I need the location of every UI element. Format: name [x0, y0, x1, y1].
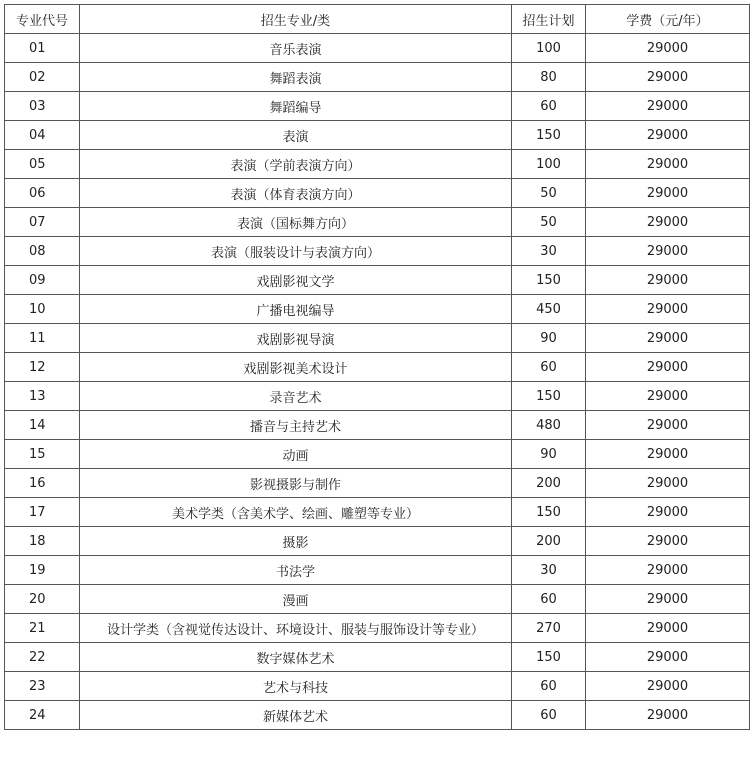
table-row — [5, 179, 750, 208]
enrollment-plan-cell: 150 — [512, 643, 586, 672]
major-code-cell: 01 — [5, 34, 80, 63]
major-code-cell: 16 — [5, 469, 80, 498]
table-row — [5, 324, 750, 353]
major-code-cell: 21 — [5, 614, 80, 643]
enrollment-plan-cell: 150 — [512, 382, 586, 411]
major-name-cell: 摄影 — [80, 527, 512, 556]
table-row — [5, 92, 750, 121]
enrollment-plan-cell: 50 — [512, 208, 586, 237]
tuition-cell: 29000 — [586, 382, 750, 411]
tuition-cell: 29000 — [586, 498, 750, 527]
tuition-cell: 29000 — [586, 469, 750, 498]
major-code-cell: 07 — [5, 208, 80, 237]
tuition-cell: 29000 — [586, 208, 750, 237]
header-tuition: 学费（元/年） — [586, 5, 750, 34]
enrollment-plan-cell: 270 — [512, 614, 586, 643]
major-name-cell: 表演 — [80, 121, 512, 150]
tuition-cell: 29000 — [586, 614, 750, 643]
major-code-cell: 02 — [5, 63, 80, 92]
tuition-cell: 29000 — [586, 179, 750, 208]
enrollment-table — [4, 4, 750, 730]
major-name-cell: 戏剧影视文学 — [80, 266, 512, 295]
tuition-cell: 29000 — [586, 411, 750, 440]
major-name-cell: 录音艺术 — [80, 382, 512, 411]
major-name-cell: 影视摄影与制作 — [80, 469, 512, 498]
major-name-cell: 艺术与科技 — [80, 672, 512, 701]
table-row — [5, 237, 750, 266]
enrollment-plan-cell: 60 — [512, 353, 586, 382]
tuition-cell: 29000 — [586, 237, 750, 266]
enrollment-plan-cell: 150 — [512, 498, 586, 527]
enrollment-plan-cell: 30 — [512, 237, 586, 266]
table-header — [5, 5, 750, 34]
major-code-cell: 19 — [5, 556, 80, 585]
enrollment-plan-cell: 60 — [512, 92, 586, 121]
table-row — [5, 208, 750, 237]
enrollment-plan-cell: 60 — [512, 701, 586, 730]
table-row — [5, 556, 750, 585]
tuition-cell: 29000 — [586, 556, 750, 585]
tuition-cell: 29000 — [586, 672, 750, 701]
major-name-cell: 新媒体艺术 — [80, 701, 512, 730]
enrollment-plan-cell: 90 — [512, 440, 586, 469]
table-row — [5, 585, 750, 614]
major-code-cell: 09 — [5, 266, 80, 295]
major-code-cell: 03 — [5, 92, 80, 121]
major-name-cell: 设计学类（含视觉传达设计、环境设计、服装与服饰设计等专业） — [80, 614, 512, 643]
header-major-code: 专业代号 — [5, 5, 80, 34]
major-name-cell: 舞蹈表演 — [80, 63, 512, 92]
enrollment-plan-cell: 50 — [512, 179, 586, 208]
table-row — [5, 440, 750, 469]
tuition-cell: 29000 — [586, 121, 750, 150]
major-name-cell: 戏剧影视美术设计 — [80, 353, 512, 382]
enrollment-plan-cell: 480 — [512, 411, 586, 440]
tuition-cell: 29000 — [586, 63, 750, 92]
enrollment-plan-cell: 100 — [512, 150, 586, 179]
major-name-cell: 书法学 — [80, 556, 512, 585]
major-code-cell: 04 — [5, 121, 80, 150]
enrollment-plan-cell: 150 — [512, 121, 586, 150]
table-body — [5, 34, 750, 730]
major-code-cell: 06 — [5, 179, 80, 208]
major-name-cell: 表演（国标舞方向） — [80, 208, 512, 237]
tuition-cell: 29000 — [586, 440, 750, 469]
table-row — [5, 295, 750, 324]
table-row — [5, 643, 750, 672]
enrollment-plan-cell: 200 — [512, 527, 586, 556]
major-code-cell: 10 — [5, 295, 80, 324]
table-row — [5, 411, 750, 440]
major-name-cell: 播音与主持艺术 — [80, 411, 512, 440]
tuition-cell: 29000 — [586, 266, 750, 295]
major-name-cell: 戏剧影视导演 — [80, 324, 512, 353]
tuition-cell: 29000 — [586, 34, 750, 63]
major-code-cell: 13 — [5, 382, 80, 411]
header-major-name: 招生专业/类 — [80, 5, 512, 34]
enrollment-plan-cell: 60 — [512, 672, 586, 701]
tuition-cell: 29000 — [586, 643, 750, 672]
tuition-cell: 29000 — [586, 324, 750, 353]
major-name-cell: 广播电视编导 — [80, 295, 512, 324]
table-row — [5, 266, 750, 295]
enrollment-plan-cell: 450 — [512, 295, 586, 324]
table-row — [5, 527, 750, 556]
major-code-cell: 08 — [5, 237, 80, 266]
header-row — [5, 5, 750, 34]
tuition-cell: 29000 — [586, 527, 750, 556]
table-row — [5, 150, 750, 179]
major-code-cell: 11 — [5, 324, 80, 353]
enrollment-plan-cell: 60 — [512, 585, 586, 614]
major-code-cell: 18 — [5, 527, 80, 556]
major-name-cell: 美术学类（含美术学、绘画、雕塑等专业） — [80, 498, 512, 527]
major-name-cell: 表演（服装设计与表演方向） — [80, 237, 512, 266]
major-name-cell: 动画 — [80, 440, 512, 469]
major-name-cell: 数字媒体艺术 — [80, 643, 512, 672]
table-row — [5, 353, 750, 382]
table-row — [5, 34, 750, 63]
tuition-cell: 29000 — [586, 585, 750, 614]
enrollment-plan-cell: 80 — [512, 63, 586, 92]
table-row — [5, 498, 750, 527]
major-name-cell: 表演（学前表演方向） — [80, 150, 512, 179]
major-name-cell: 漫画 — [80, 585, 512, 614]
tuition-cell: 29000 — [586, 701, 750, 730]
tuition-cell: 29000 — [586, 353, 750, 382]
major-code-cell: 05 — [5, 150, 80, 179]
header-enrollment-plan: 招生计划 — [512, 5, 586, 34]
major-code-cell: 24 — [5, 701, 80, 730]
tuition-cell: 29000 — [586, 295, 750, 324]
enrollment-plan-cell: 150 — [512, 266, 586, 295]
major-name-cell: 舞蹈编导 — [80, 92, 512, 121]
enrollment-plan-cell: 100 — [512, 34, 586, 63]
enrollment-plan-cell: 90 — [512, 324, 586, 353]
major-code-cell: 20 — [5, 585, 80, 614]
table-row — [5, 121, 750, 150]
table-row — [5, 614, 750, 643]
major-name-cell: 音乐表演 — [80, 34, 512, 63]
major-code-cell: 17 — [5, 498, 80, 527]
table-row — [5, 382, 750, 411]
major-code-cell: 23 — [5, 672, 80, 701]
major-code-cell: 12 — [5, 353, 80, 382]
table-row — [5, 672, 750, 701]
major-code-cell: 14 — [5, 411, 80, 440]
enrollment-plan-cell: 30 — [512, 556, 586, 585]
major-name-cell: 表演（体育表演方向） — [80, 179, 512, 208]
table-row — [5, 701, 750, 730]
tuition-cell: 29000 — [586, 92, 750, 121]
tuition-cell: 29000 — [586, 150, 750, 179]
major-code-cell: 15 — [5, 440, 80, 469]
major-code-cell: 22 — [5, 643, 80, 672]
enrollment-plan-cell: 200 — [512, 469, 586, 498]
table-row — [5, 63, 750, 92]
table-row — [5, 469, 750, 498]
